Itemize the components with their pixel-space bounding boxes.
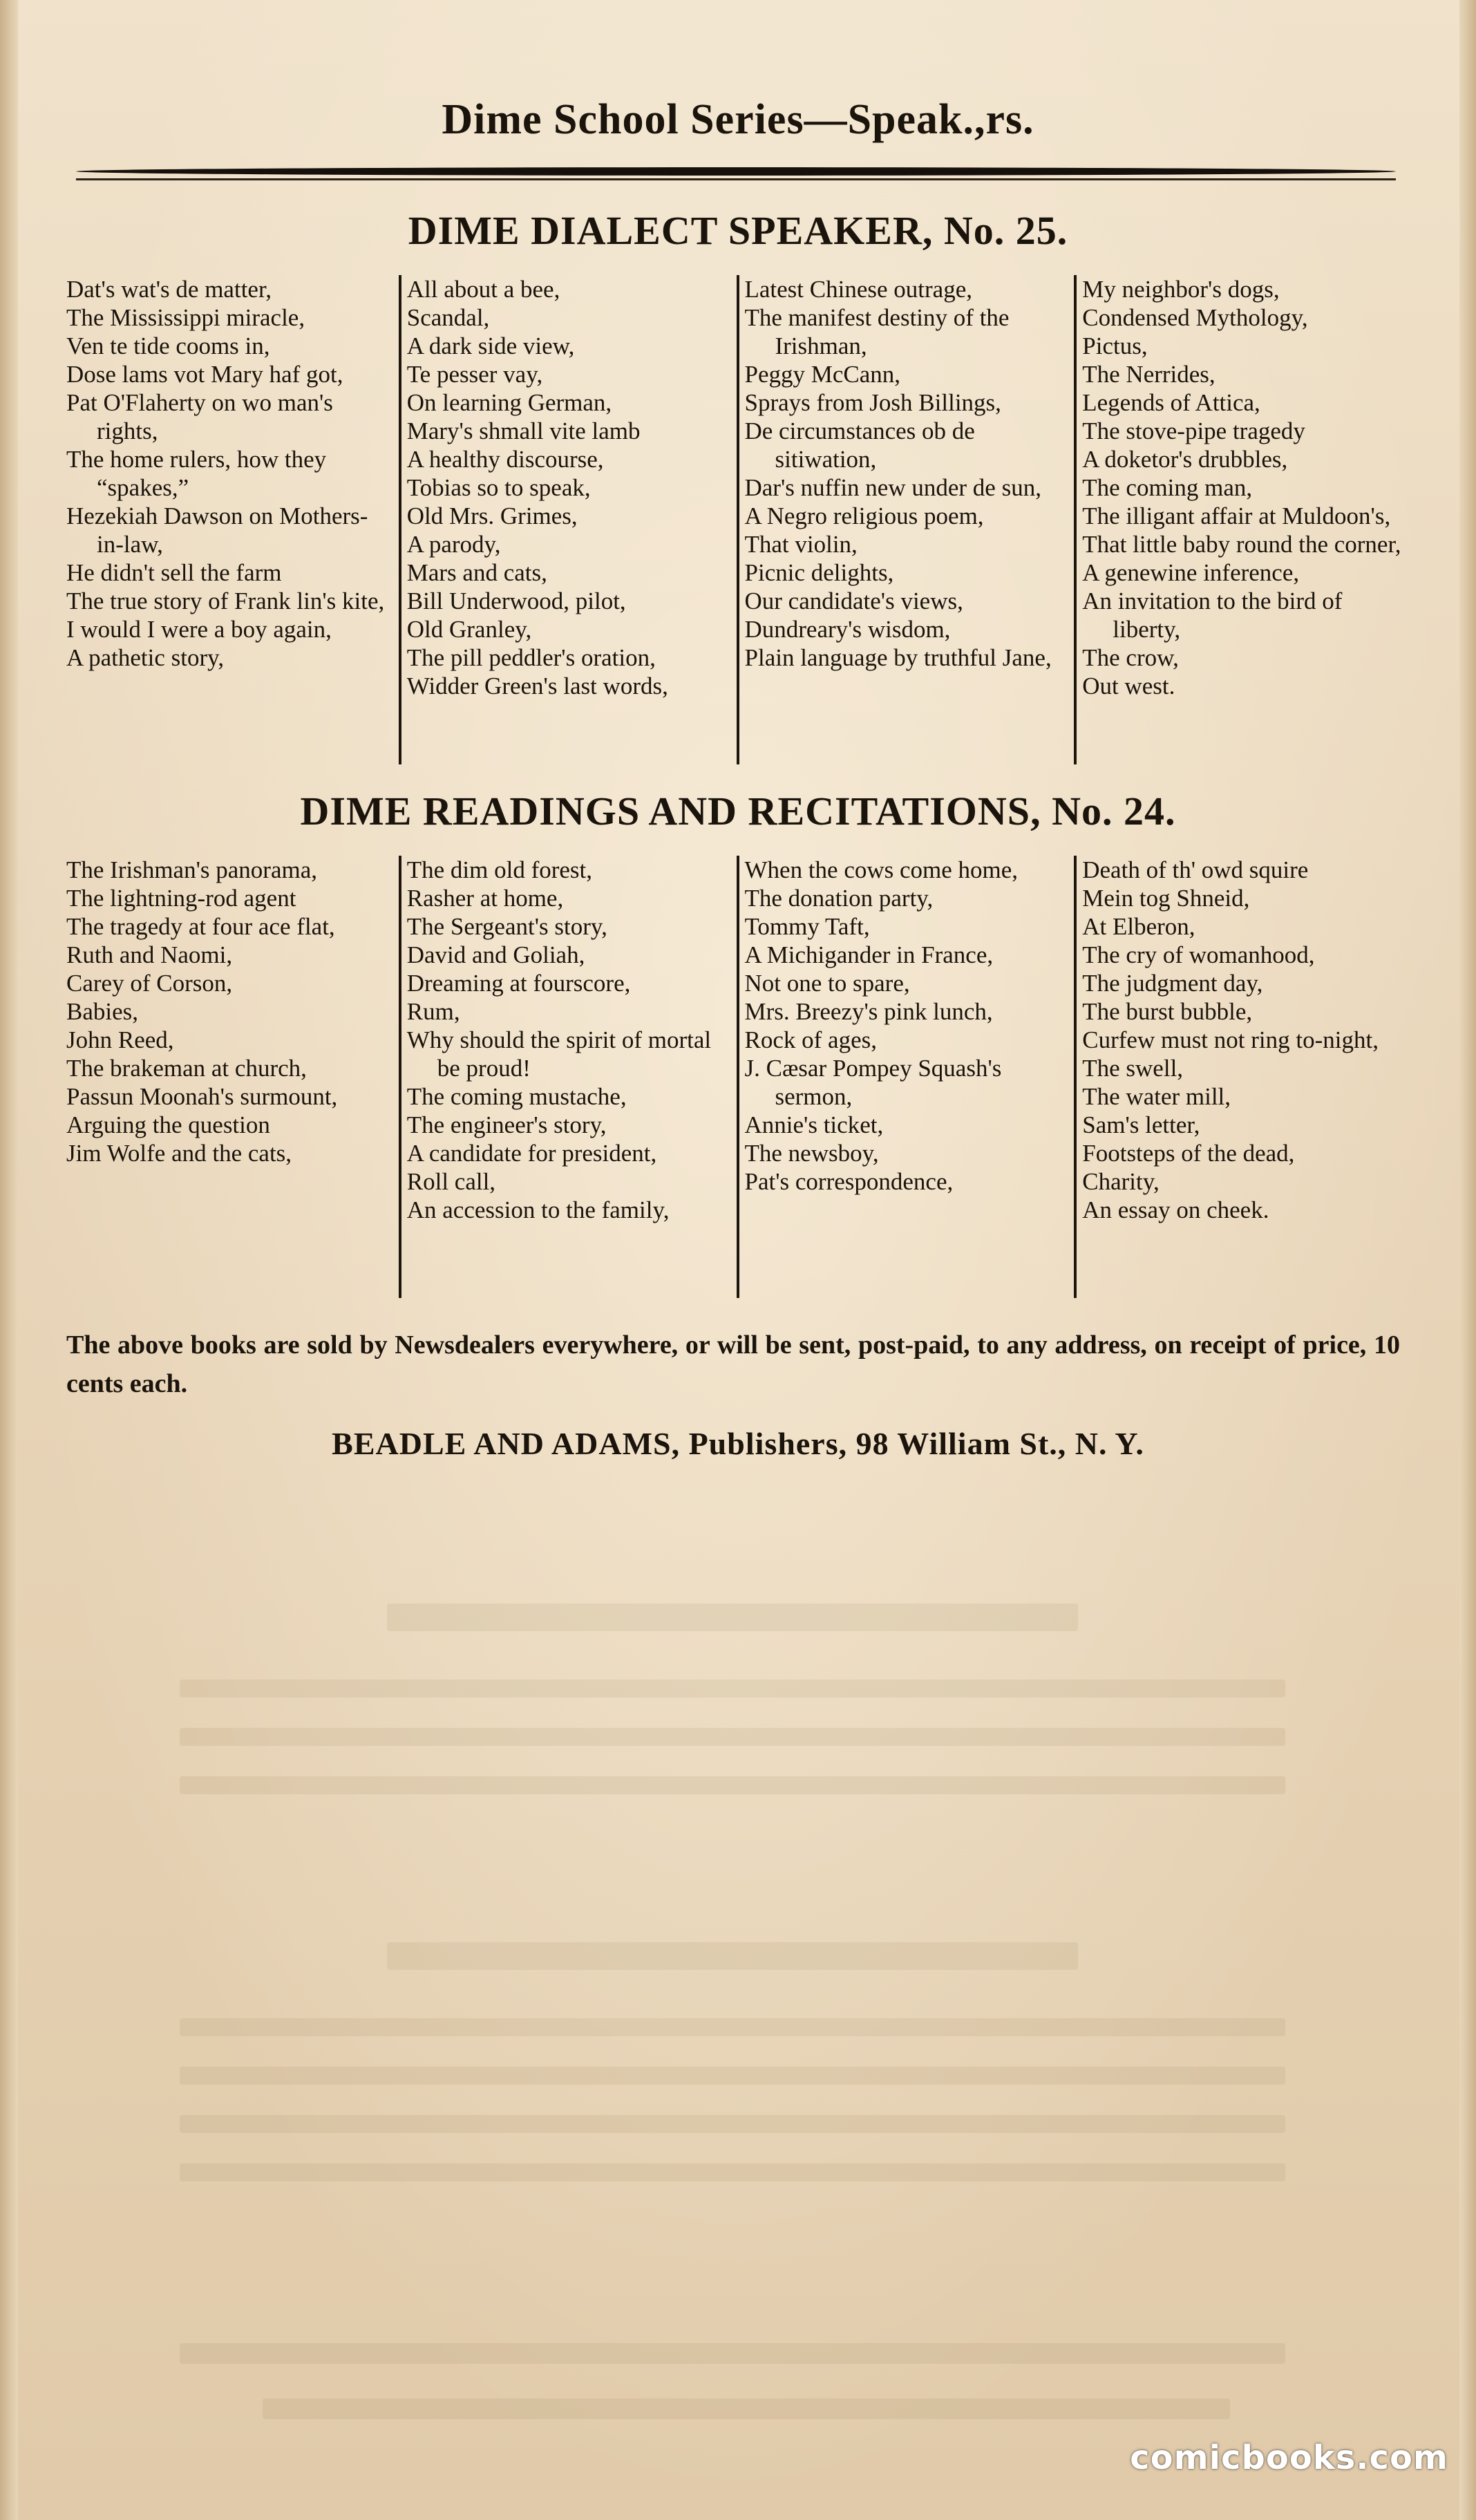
contents-entry: The Mississippi miracle,: [66, 304, 305, 331]
bleed-through-mark: [180, 2067, 1285, 2085]
watermark: comicbooks.com: [1130, 2438, 1448, 2477]
contents-entry: Jim Wolfe and the cats,: [66, 1140, 292, 1167]
contents-entry: Old Granley,: [406, 616, 532, 643]
bleed-through-mark: [180, 2343, 1285, 2364]
contents-entry: A Negro religious poem,: [744, 502, 984, 529]
contents-entry: The Nerrides,: [1082, 361, 1215, 388]
contents-entry: Sam's letter,: [1082, 1111, 1200, 1138]
contents-entry: Pat's correspondence,: [744, 1168, 954, 1195]
contents-entry: Widder Green's last words,: [406, 673, 668, 699]
contents-entry: Rum,: [406, 998, 460, 1025]
contents-entry: Mars and cats,: [406, 559, 547, 586]
contents-column: [61, 856, 399, 1298]
contents-entry: The burst bubble,: [1082, 998, 1253, 1025]
contents-entry: All about a bee,: [406, 276, 560, 303]
contents-column: [737, 275, 1075, 764]
contents-entry: Footsteps of the dead,: [1082, 1140, 1295, 1167]
contents-entry: The cry of womanhood,: [1082, 941, 1315, 968]
contents-entry: My neighbor's dogs,: [1082, 276, 1280, 303]
contents-entry: Peggy McCann,: [744, 361, 901, 388]
contents-column: [61, 275, 399, 764]
contents-entry: The engineer's story,: [406, 1111, 607, 1138]
contents-entry: De circumstances ob de sitiwation,: [744, 417, 975, 473]
contents-entry: An invitation to the bird of liberty,: [1082, 587, 1343, 643]
contents-entry: The brakeman at church,: [66, 1055, 307, 1082]
contents-entry: A healthy discourse,: [406, 446, 604, 473]
contents-column: [737, 856, 1075, 1298]
contents-entry: Bill Underwood, pilot,: [406, 587, 626, 614]
left-page-edge: [0, 0, 18, 2520]
contents-entry: The newsboy,: [744, 1140, 879, 1167]
contents-entry: Rock of ages,: [744, 1026, 877, 1053]
contents-entry: Mrs. Breezy's pink lunch,: [744, 998, 993, 1025]
contents-entry: An essay on cheek.: [1082, 1196, 1269, 1223]
section-title: DIME READINGS AND RECITATIONS, No. 24.: [300, 789, 1176, 834]
contents-column: [399, 275, 737, 764]
contents-entry: J. Cæsar Pompey Squash's sermon,: [744, 1055, 1002, 1110]
bleed-through-mark: [180, 2018, 1285, 2036]
contents-entry: I would I were a boy again,: [66, 616, 332, 643]
contents-entry: Arguing the question: [66, 1111, 270, 1138]
contents-entry: The tragedy at four ace flat,: [66, 913, 335, 940]
contents-entry: Annie's ticket,: [744, 1111, 884, 1138]
contents-entry: At Elberon,: [1082, 913, 1195, 940]
bleed-through-mark: [180, 1776, 1285, 1794]
contents-entry: The coming mustache,: [406, 1083, 627, 1110]
contents-entry: Charity,: [1082, 1168, 1160, 1195]
contents-entry: John Reed,: [66, 1026, 174, 1053]
contents-entry: Ruth and Naomi,: [66, 941, 233, 968]
header-rule: [76, 167, 1396, 176]
sales-notice: The above books are sold by Newsdealers everywhere, or will be sent, post-paid, to any address, on receipt of price, 10 cents each.: [66, 1330, 1400, 1398]
contents-entry: Mary's shmall vite lamb: [406, 417, 641, 444]
contents-entry: Curfew must not ring to-night,: [1082, 1026, 1379, 1053]
contents-columns: [61, 275, 1412, 764]
contents-entry: A Michigander in France,: [744, 941, 994, 968]
bleed-through-mark: [180, 2115, 1285, 2133]
contents-entry: Sprays from Josh Billings,: [744, 389, 1001, 416]
contents-entry: Passun Moonah's surmount,: [66, 1083, 338, 1110]
contents-entry: Pictus,: [1082, 332, 1148, 359]
contents-entry: Why should the spirit of mortal be proud!: [406, 1026, 712, 1082]
contents-entry: Death of th' owd squire: [1082, 856, 1309, 883]
contents-entry: Roll call,: [406, 1168, 496, 1195]
contents-entry: That violin,: [744, 531, 858, 558]
contents-entry: Out west.: [1082, 673, 1175, 699]
contents-column: [1074, 856, 1412, 1298]
contents-entry: The crow,: [1082, 644, 1179, 671]
contents-entry: Rasher at home,: [406, 885, 564, 912]
bleed-through-mark: [263, 2398, 1230, 2419]
contents-entry: The swell,: [1082, 1055, 1184, 1082]
contents-entry: That little baby round the corner,: [1082, 531, 1401, 558]
section-title: DIME DIALECT SPEAKER, No. 25.: [408, 208, 1068, 253]
right-page-edge: [1459, 0, 1476, 2520]
contents-entry: When the cows come home,: [744, 856, 1019, 883]
contents-entry: Legends of Attica,: [1082, 389, 1260, 416]
contents-entry: Dar's nuffin new under de sun,: [744, 474, 1041, 501]
contents-entry: The manifest destiny of the Irishman,: [744, 304, 1010, 359]
bleed-through-mark: [180, 1680, 1285, 1698]
contents-entry: The stove-pipe tragedy: [1082, 417, 1305, 444]
contents-entry: A pathetic story,: [66, 644, 225, 671]
contents-entry: A candidate for president,: [406, 1140, 657, 1167]
contents-entry: Dundreary's wisdom,: [744, 616, 951, 643]
contents-entry: Hezekiah Dawson on Mothers-in-law,: [66, 502, 368, 558]
contents-entry: A dark side view,: [406, 332, 575, 359]
contents-entry: Latest Chinese outrage,: [744, 276, 972, 303]
contents-entry: The water mill,: [1082, 1083, 1231, 1110]
contents-entry: The true story of Frank lin's kite,: [66, 587, 385, 614]
contents-entry: Mein tog Shneid,: [1082, 885, 1250, 912]
contents-entry: The pill peddler's oration,: [406, 644, 656, 671]
contents-entry: Scandal,: [406, 304, 490, 331]
running-head: Dime School Series—Speak.,rs.: [442, 96, 1034, 143]
contents-entry: The lightning-rod agent: [66, 885, 296, 912]
contents-entry: Dat's wat's de matter,: [66, 276, 272, 303]
contents-entry: David and Goliah,: [406, 941, 585, 968]
contents-entry: Old Mrs. Grimes,: [406, 502, 578, 529]
contents-entry: A genewine inference,: [1082, 559, 1300, 586]
contents-entry: He didn't sell the farm: [66, 559, 282, 586]
contents-entry: Ven te tide cooms in,: [66, 332, 270, 359]
contents-entry: The judgment day,: [1082, 970, 1263, 997]
contents-entry: Carey of Corson,: [66, 970, 233, 997]
contents-entry: Dose lams vot Mary haf got,: [66, 361, 343, 388]
contents-entry: The home rulers, how they “spakes,”: [66, 446, 327, 501]
contents-entry: Te pesser vay,: [406, 361, 543, 388]
contents-entry: The donation party,: [744, 885, 934, 912]
bleed-through-mark: [387, 1942, 1078, 1970]
contents-entry: Tobias so to speak,: [406, 474, 591, 501]
contents-entry: Not one to spare,: [744, 970, 910, 997]
contents-entry: Tommy Taft,: [744, 913, 870, 940]
contents-entry: Plain language by truthful Jane,: [744, 644, 1052, 671]
contents-entry: Babies,: [66, 998, 139, 1025]
contents-entry: An accession to the family,: [406, 1196, 670, 1223]
contents-entry: Picnic delights,: [744, 559, 894, 586]
contents-entry: A doketor's drubbles,: [1082, 446, 1288, 473]
contents-entry: The coming man,: [1082, 474, 1253, 501]
contents-entry: The Sergeant's story,: [406, 913, 607, 940]
contents-entry: Condensed Mythology,: [1082, 304, 1308, 331]
header-rule-thin: [76, 178, 1396, 180]
contents-entry: A parody,: [406, 531, 501, 558]
bleed-through-mark: [387, 1604, 1078, 1631]
contents-entry: Pat O'Flaherty on wo man's rights,: [66, 389, 333, 444]
contents-column: [399, 856, 737, 1298]
bleed-through-mark: [180, 1728, 1285, 1746]
contents-entry: The Irishman's panorama,: [66, 856, 317, 883]
contents-column: [1074, 275, 1412, 764]
publisher-imprint: BEADLE AND ADAMS, Publishers, 98 William St., N. Y.: [332, 1426, 1144, 1461]
contents-entry: Our candidate's views,: [744, 587, 963, 614]
contents-entry: The illigant affair at Muldoon's,: [1082, 502, 1391, 529]
contents-entry: The dim old forest,: [406, 856, 593, 883]
contents-entry: Dreaming at fourscore,: [406, 970, 631, 997]
bleed-through-mark: [180, 2163, 1285, 2181]
contents-columns: [61, 856, 1412, 1298]
contents-entry: On learning German,: [406, 389, 612, 416]
